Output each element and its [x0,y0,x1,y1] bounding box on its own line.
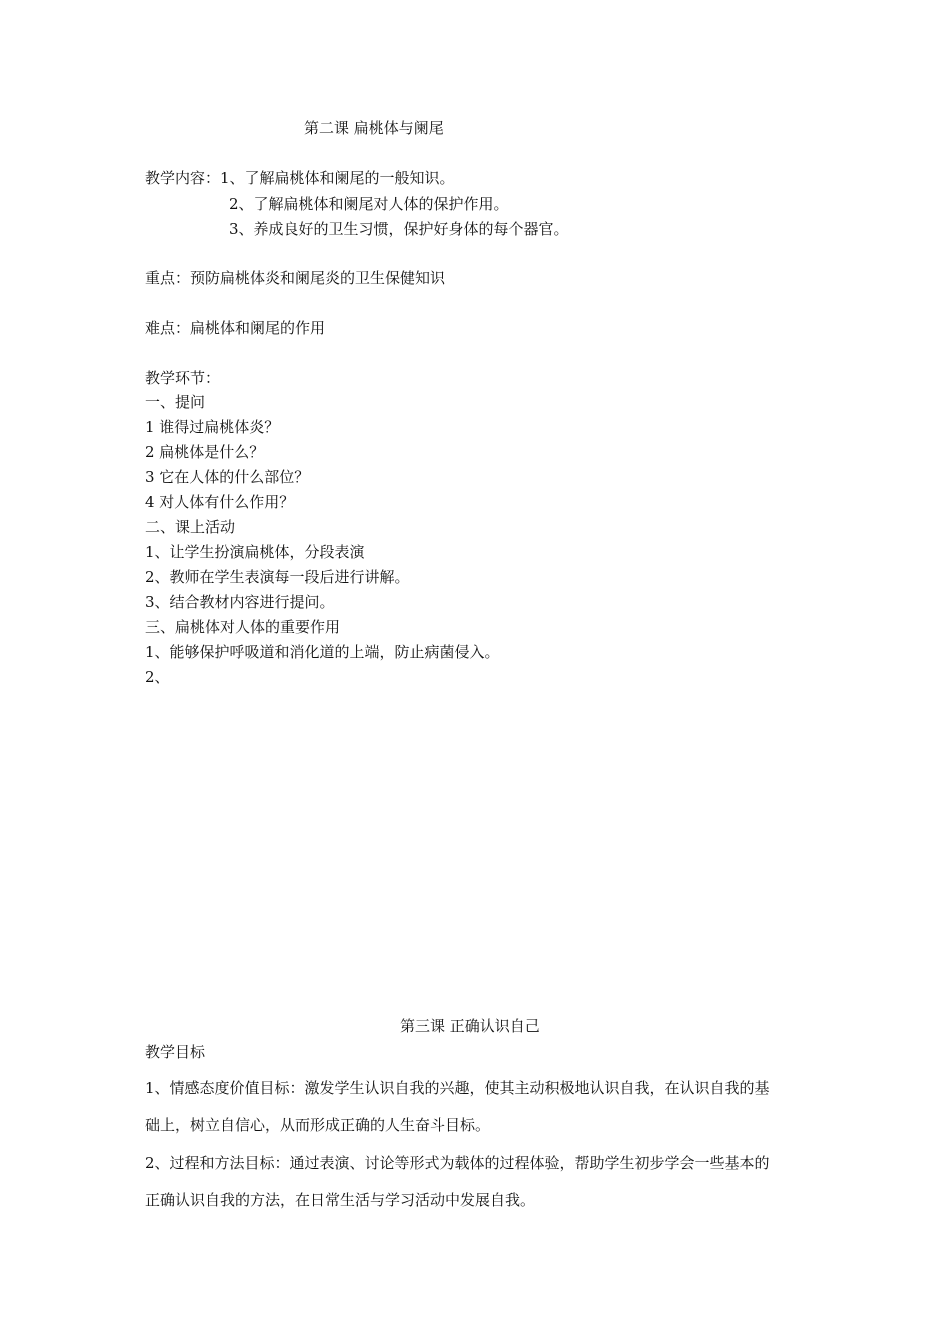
lesson2-difficulty: 难点：扁桃体和阑尾的作用 [145,319,326,337]
lesson3-title: 第三课 正确认识自己 [400,1017,540,1035]
lesson3-goal-2-line-b: 正确认识自我的方法，在日常生活与学习活动中发展自我。 [145,1191,536,1209]
step-line: 4 对人体有什么作用？ [145,493,295,511]
step-line: 一、提问 [145,393,206,411]
lesson3-goal-1-line-a: 1、情感态度价值目标：激发学生认识自我的兴趣，使其主动积极地认识自我，在认识自我的基 [145,1079,770,1097]
step-line: 1 谁得过扁桃体炎？ [145,418,280,436]
lesson2-key-point: 重点：预防扁桃体炎和阑尾炎的卫生保健知识 [145,269,446,287]
step-line: 1、让学生扮演扁桃体，分段表演 [145,543,365,561]
step-line: 2、 [145,668,170,686]
step-line: 三、扁桃体对人体的重要作用 [145,618,341,636]
step-line: 2 扁桃体是什么？ [145,443,265,461]
step-line: 1、能够保护呼吸道和消化道的上端，防止病菌侵入。 [145,643,500,661]
step-line: 3、结合教材内容进行提问。 [145,593,335,611]
lesson3-goal-label: 教学目标 [145,1043,206,1061]
lesson3-goal-2-line-a: 2、过程和方法目标：通过表演、讨论等形式为载体的过程体验，帮助学生初步学会一些基本的 [145,1154,770,1172]
lesson2-steps-label: 教学环节： [145,369,221,387]
lesson2-content-3: 3、养成良好的卫生习惯，保护好身体的每个器官。 [229,220,569,238]
lesson3-goal-1-line-b: 础上，树立自信心，从而形成正确的人生奋斗目标。 [145,1116,491,1134]
lesson2-content-2: 2、了解扁桃体和阑尾对人体的保护作用。 [229,195,509,213]
step-line: 3 它在人体的什么部位？ [145,468,310,486]
lesson2-content-1: 教学内容：1、了解扁桃体和阑尾的一般知识。 [145,169,455,187]
step-line: 二、课上活动 [145,518,236,536]
step-line: 2、教师在学生表演每一段后进行讲解。 [145,568,410,586]
lesson2-title: 第二课 扁桃体与阑尾 [304,119,444,137]
